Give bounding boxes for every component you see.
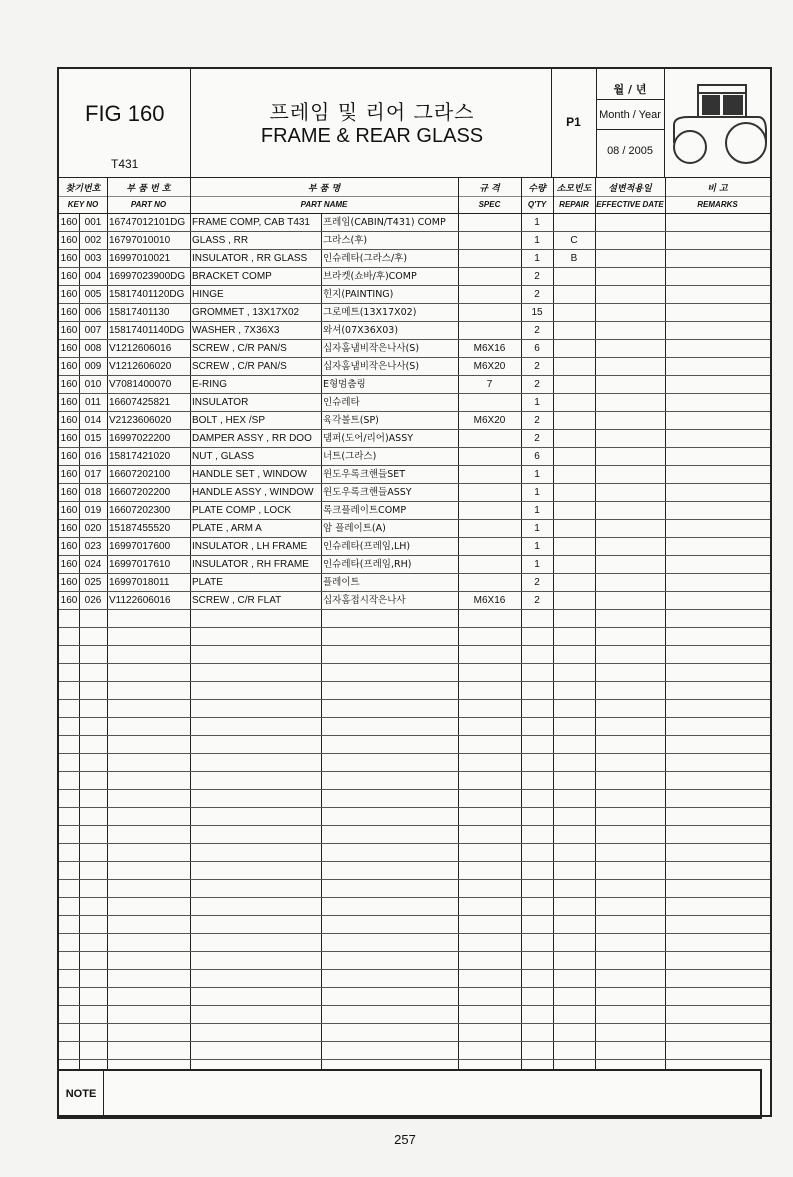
cell-name-kr: 프레임(CABIN/T431) COMP — [323, 217, 446, 228]
table-row — [59, 520, 770, 538]
date-label-divider — [596, 99, 664, 100]
cell-qty: 2 — [534, 415, 540, 426]
cell-fig: 160 — [60, 271, 78, 282]
cell-qty: 2 — [534, 271, 540, 282]
cell-repair — [553, 592, 595, 609]
cell-spec: 7 — [486, 379, 493, 390]
cell-spec: M6X20 — [473, 361, 506, 372]
cell-spec — [458, 538, 521, 555]
cell-key: 015 — [84, 433, 102, 444]
cell-name-kr: 그로메트(13X17X02) — [323, 307, 417, 318]
cell-key: 017 — [84, 469, 102, 480]
table-row — [59, 376, 770, 394]
cell-fig: 160 — [60, 541, 78, 552]
cell-name-kr: 그라스(후) — [323, 235, 368, 246]
cell-spec — [458, 502, 521, 519]
cell-name-kr: 록크플레이트COMP — [323, 505, 407, 516]
cell-name-en: INSULATOR , LH FRAME — [192, 541, 308, 552]
cell-part: V1212606020 — [109, 361, 172, 372]
note-label: NOTE — [59, 1071, 104, 1117]
cell-name-en: WASHER , 7X36X3 — [192, 325, 280, 336]
cell-spec — [458, 448, 521, 465]
cell-key: 004 — [84, 271, 102, 282]
table-row — [59, 718, 770, 736]
cell-qty: 1 — [534, 559, 540, 570]
cell-key: 006 — [84, 307, 102, 318]
cell-name-en: DAMPER ASSY , RR DOO — [192, 433, 312, 444]
page-number: 257 — [394, 1132, 416, 1147]
cell-repair — [553, 412, 595, 429]
cell-qty: 1 — [534, 253, 540, 264]
cell-key: 024 — [84, 559, 102, 570]
cell-repair — [553, 340, 595, 357]
table-row — [59, 502, 770, 520]
cell-key: 007 — [84, 325, 102, 336]
table-row — [59, 556, 770, 574]
cell-fig: 160 — [60, 397, 78, 408]
cell-spec — [458, 268, 521, 285]
cell-repair: B — [570, 253, 578, 264]
table-row — [59, 232, 770, 250]
table-row — [59, 538, 770, 556]
cell-repair — [553, 484, 595, 501]
table-row — [59, 574, 770, 592]
cell-spec — [458, 286, 521, 303]
cell-name-kr: E형멈춤링 — [323, 379, 366, 390]
cell-repair — [553, 214, 595, 231]
date-label-english: Month / Year — [599, 109, 661, 121]
cell-repair: C — [570, 235, 578, 246]
date-value: 08 / 2005 — [607, 145, 653, 157]
table-row — [59, 592, 770, 610]
cell-fig: 160 — [60, 343, 78, 354]
cell-name-en: HINGE — [192, 289, 224, 300]
cell-repair — [553, 556, 595, 573]
table-row — [59, 484, 770, 502]
cell-part: 15817401140DG — [109, 325, 185, 336]
title-korean: 프레임 및 리어 그라스 — [269, 100, 475, 124]
cell-qty: 1 — [534, 469, 540, 480]
table-row — [59, 448, 770, 466]
cell-qty: 1 — [534, 235, 540, 246]
cell-qty: 2 — [534, 361, 540, 372]
date-label-korean: 월 / 년 — [613, 83, 647, 96]
cell-name-kr: 힌지(PAINTING) — [323, 289, 394, 300]
table-row — [59, 826, 770, 844]
table-row — [59, 1042, 770, 1060]
cell-name-en: PLATE COMP , LOCK — [192, 505, 292, 516]
cell-part: 16607425821 — [109, 397, 171, 408]
table-row — [59, 322, 770, 340]
cell-fig: 160 — [60, 433, 78, 444]
cell-repair — [553, 394, 595, 411]
cell-key: 014 — [84, 415, 102, 426]
table-row — [59, 412, 770, 430]
table-row — [59, 934, 770, 952]
table-row — [59, 736, 770, 754]
cell-fig: 160 — [60, 559, 78, 570]
col-eff-en: EFFECTIVE DATE — [596, 200, 664, 209]
cell-spec — [458, 394, 521, 411]
table-row — [59, 394, 770, 412]
cell-key: 019 — [84, 505, 102, 516]
cell-name-en: INSULATOR , RR GLASS — [192, 253, 308, 264]
table-row — [59, 808, 770, 826]
cell-repair — [553, 358, 595, 375]
cell-part: 16997023900DG — [109, 271, 186, 282]
table-row — [59, 214, 770, 232]
cell-spec — [458, 250, 521, 267]
cell-name-kr: 댐퍼(도어/리어)ASSY — [323, 433, 414, 444]
cell-spec — [458, 304, 521, 321]
col-remarks-en: REMARKS — [697, 200, 738, 209]
cell-fig: 160 — [60, 235, 78, 246]
cell-key: 002 — [84, 235, 102, 246]
model-code: T431 — [111, 157, 139, 171]
cell-name-en: GLASS , RR — [192, 235, 249, 246]
cell-name-en: HANDLE SET , WINDOW — [192, 469, 307, 480]
cell-name-en: SCREW , C/R PAN/S — [192, 361, 287, 372]
cell-name-kr: 십자홈냄비작은나사(S) — [323, 343, 420, 354]
cell-fig: 160 — [60, 361, 78, 372]
table-row — [59, 790, 770, 808]
table-row — [59, 754, 770, 772]
table-row — [59, 286, 770, 304]
cell-fig: 160 — [60, 595, 78, 606]
cell-name-kr: 인슈레타(프레임,RH) — [323, 559, 412, 570]
col-repair-kr: 소모빈도 — [556, 184, 592, 194]
cell-qty: 2 — [534, 433, 540, 444]
table-row — [59, 646, 770, 664]
cell-name-en: SCREW , C/R FLAT — [192, 595, 282, 606]
cell-repair — [553, 466, 595, 483]
figure-number: FIG 160 — [85, 101, 165, 126]
cell-part: 16997018011 — [109, 577, 170, 588]
cell-part: 16997017600 — [109, 541, 171, 552]
cell-key: 008 — [84, 343, 102, 354]
cell-repair — [553, 430, 595, 447]
cell-name-en: NUT , GLASS — [192, 451, 255, 462]
cell-spec — [458, 232, 521, 249]
cell-name-kr: 십자홈냄비작은나사(S) — [323, 361, 420, 372]
cell-spec — [458, 520, 521, 537]
cell-repair — [553, 448, 595, 465]
table-row — [59, 250, 770, 268]
cell-part: 16607202300 — [109, 505, 171, 516]
cell-qty: 1 — [534, 541, 540, 552]
cell-name-kr: 인슈레타 — [323, 397, 360, 408]
cell-part: 16997017610 — [109, 559, 171, 570]
table-row — [59, 340, 770, 358]
column-header-divider — [59, 196, 770, 197]
table-row — [59, 682, 770, 700]
cell-key: 020 — [84, 523, 102, 534]
table-row — [59, 358, 770, 376]
cell-name-en: PLATE , ARM A — [192, 523, 262, 534]
col-key-kr: 찾기번호 — [65, 184, 101, 194]
table-row — [59, 844, 770, 862]
cell-part: 15817401120DG — [109, 289, 185, 300]
cell-name-kr: 인슈레타(그라스/후) — [323, 253, 408, 264]
col-qty-en: Q'TY — [527, 200, 547, 209]
cell-name-en: GROMMET , 13X17X02 — [192, 307, 300, 318]
cell-part: 16607202100 — [109, 469, 171, 480]
table-row — [59, 304, 770, 322]
cell-repair — [553, 574, 595, 591]
cell-repair — [553, 502, 595, 519]
cell-name-kr: 브라켓(쇼바/후)COMP — [323, 271, 417, 282]
cell-key: 016 — [84, 451, 102, 462]
cell-name-en: PLATE — [192, 577, 223, 588]
table-row — [59, 880, 770, 898]
cell-qty: 1 — [534, 397, 540, 408]
cell-name-en: BRACKET COMP — [192, 271, 272, 282]
cell-repair — [553, 304, 595, 321]
table-row — [59, 610, 770, 628]
cell-qty: 2 — [534, 577, 540, 588]
cell-key: 009 — [84, 361, 102, 372]
cell-repair — [553, 322, 595, 339]
table-row — [59, 916, 770, 934]
cell-spec: M6X16 — [473, 595, 506, 606]
table-row — [59, 988, 770, 1006]
cell-spec — [458, 466, 521, 483]
table-row — [59, 898, 770, 916]
cell-fig: 160 — [60, 415, 78, 426]
cell-part: V1122606016 — [109, 595, 171, 606]
cell-qty: 15 — [531, 307, 543, 318]
cell-spec — [458, 484, 521, 501]
cell-spec — [458, 214, 521, 231]
cell-spec: M6X16 — [473, 343, 506, 354]
table-row — [59, 664, 770, 682]
cell-qty: 2 — [534, 595, 540, 606]
cell-qty: 6 — [534, 451, 540, 462]
sheet-page: P1 — [566, 115, 581, 129]
cell-part: V1212606016 — [109, 343, 172, 354]
cell-fig: 160 — [60, 379, 78, 390]
cell-repair — [553, 268, 595, 285]
cell-key: 026 — [84, 595, 102, 606]
cell-name-kr: 육각볼트(SP) — [323, 415, 379, 426]
cell-qty: 1 — [534, 487, 540, 498]
table-row — [59, 1024, 770, 1042]
tractor-icon — [668, 73, 768, 167]
cell-fig: 160 — [60, 505, 78, 516]
cell-name-en: FRAME COMP, CAB T431 — [192, 217, 310, 228]
cell-repair — [553, 376, 595, 393]
cell-fig: 160 — [60, 217, 78, 228]
cell-part: V7081400070 — [109, 379, 172, 390]
col-part-en: PART NO — [130, 200, 167, 209]
header-sep-4 — [664, 69, 665, 177]
table-row — [59, 700, 770, 718]
cell-part: 16607202200 — [109, 487, 171, 498]
cell-fig: 160 — [60, 325, 78, 336]
cell-part: 15817401130 — [109, 307, 170, 318]
cell-key: 025 — [84, 577, 102, 588]
cell-part: 16997010021 — [109, 253, 171, 264]
cell-fig: 160 — [60, 253, 78, 264]
table-row — [59, 628, 770, 646]
cell-part: 15187455520 — [109, 523, 171, 534]
header-sep-1 — [190, 69, 191, 177]
cell-repair — [553, 538, 595, 555]
col-part-kr: 부 품 번 호 — [126, 184, 171, 194]
cell-fig: 160 — [60, 469, 78, 480]
cell-qty: 1 — [534, 505, 540, 516]
col-spec-kr: 규 격 — [479, 184, 500, 194]
col-eff-kr: 설변적용일 — [608, 184, 652, 194]
cell-spec — [458, 556, 521, 573]
cell-name-en: INSULATOR — [192, 397, 249, 408]
cell-name-kr: 와셔(07X36X03) — [323, 325, 399, 336]
cell-name-en: INSULATOR , RH FRAME — [192, 559, 309, 570]
table-row — [59, 268, 770, 286]
cell-part: 15817421020 — [109, 451, 171, 462]
cell-part: 16747012101DG — [109, 217, 186, 228]
cell-name-kr: 너트(그라스) — [323, 451, 377, 462]
cell-fig: 160 — [60, 307, 78, 318]
col-key-en: KEY NO — [67, 200, 99, 209]
cell-fig: 160 — [60, 487, 78, 498]
cell-key: 011 — [85, 397, 101, 408]
cell-name-en: HANDLE ASSY , WINDOW — [192, 487, 314, 498]
cell-name-kr: 십자홈접시작은나사 — [323, 595, 406, 606]
cell-key: 023 — [84, 541, 102, 552]
cell-qty: 2 — [534, 379, 540, 390]
cell-key: 018 — [84, 487, 102, 498]
cell-name-en: SCREW , C/R PAN/S — [192, 343, 287, 354]
cell-spec — [458, 430, 521, 447]
table-row — [59, 952, 770, 970]
cell-part: 16997022200 — [109, 433, 171, 444]
cell-key: 005 — [84, 289, 102, 300]
col-remarks-kr: 비 고 — [707, 184, 728, 194]
cell-part: V2123606020 — [109, 415, 172, 426]
cell-name-en: E-RING — [192, 379, 227, 390]
header-divider — [59, 177, 770, 178]
col-repair-en: REPAIR — [559, 200, 589, 209]
cell-fig: 160 — [60, 523, 78, 534]
cell-name-kr: 윈도우록크핸들SET — [323, 469, 406, 480]
cell-name-kr: 암 플레이트(A) — [323, 523, 386, 534]
cell-name-kr: 플레이트 — [323, 577, 360, 588]
table-row — [59, 862, 770, 880]
col-name-kr: 부 품 명 — [307, 184, 341, 194]
col-spec-en: SPEC — [478, 200, 501, 209]
date-value-divider — [596, 129, 664, 130]
cell-name-kr: 인슈레타(프레임,LH) — [323, 541, 411, 552]
cell-key: 001 — [84, 217, 102, 228]
cell-name-kr: 윈도우록크핸들ASSY — [323, 487, 412, 498]
cell-fig: 160 — [60, 577, 78, 588]
cell-part: 16797010010 — [109, 235, 171, 246]
cell-repair — [553, 286, 595, 303]
note-box — [57, 1069, 762, 1119]
cell-spec — [458, 574, 521, 591]
cell-qty: 2 — [534, 289, 540, 300]
table-row — [59, 1006, 770, 1024]
cell-qty: 2 — [534, 325, 540, 336]
cell-qty: 6 — [534, 343, 540, 354]
cell-spec: M6X20 — [473, 415, 506, 426]
col-name-en: PART NAME — [300, 200, 348, 209]
col-qty-kr: 수량 — [528, 184, 546, 194]
cell-qty: 1 — [534, 523, 540, 534]
table-row — [59, 466, 770, 484]
title-english: FRAME & REAR GLASS — [260, 125, 484, 147]
parts-list-sheet — [57, 67, 772, 1117]
cell-key: 003 — [84, 253, 102, 264]
cell-key: 010 — [84, 379, 102, 390]
cell-repair — [553, 520, 595, 537]
cell-qty: 1 — [534, 217, 540, 228]
cell-fig: 160 — [60, 451, 78, 462]
table-row — [59, 430, 770, 448]
cell-spec — [458, 322, 521, 339]
cell-fig: 160 — [60, 289, 78, 300]
table-row — [59, 772, 770, 790]
cell-name-en: BOLT , HEX /SP — [192, 415, 265, 426]
table-row — [59, 970, 770, 988]
